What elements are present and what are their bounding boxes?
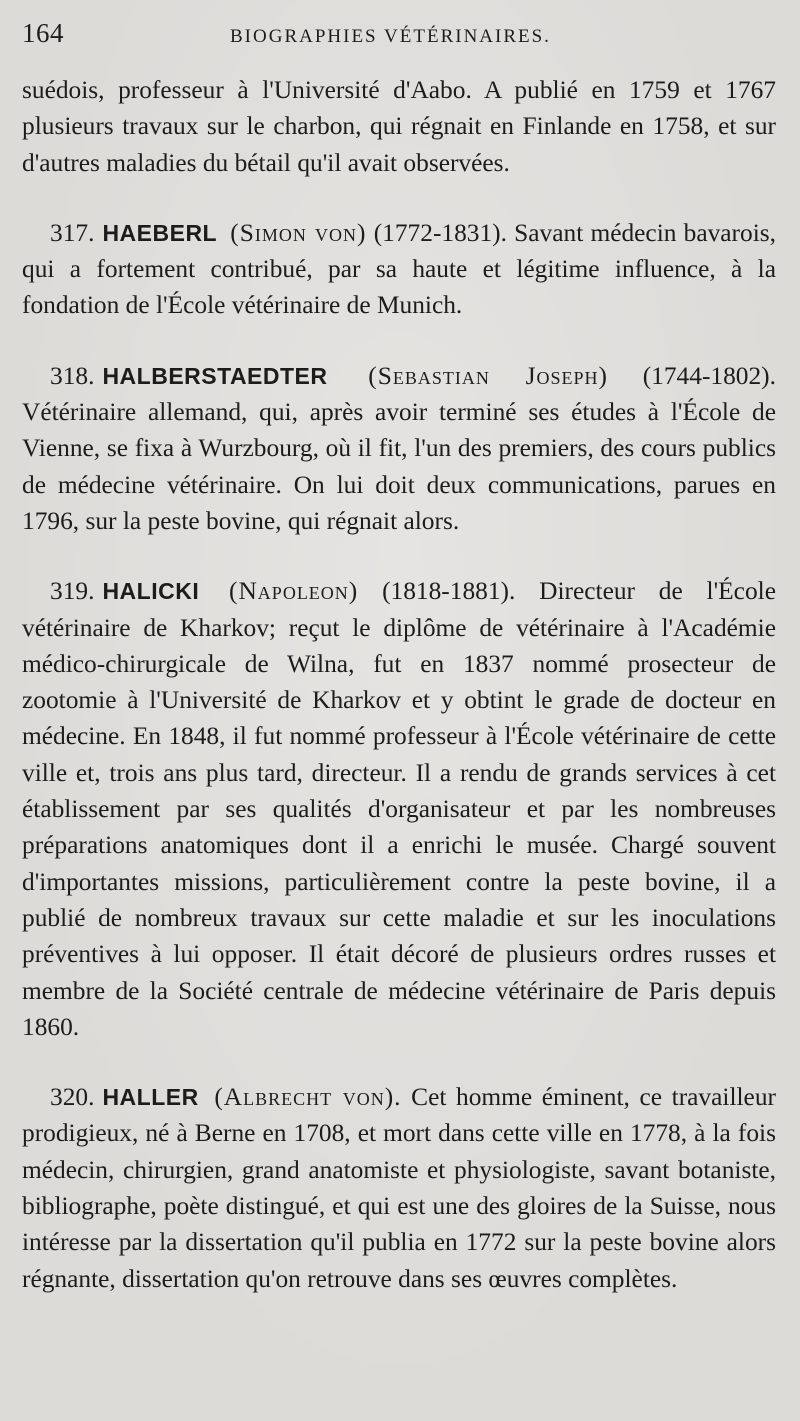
entry-number: 319. [50, 577, 95, 606]
entry-319 [22, 573, 776, 1045]
page-number: 164 [22, 18, 64, 48]
entry-number: 320. [50, 1083, 95, 1112]
entry-body: (1772-1831). Savant médecin bavarois, qui a fortement contribué, par sa haute et légitime influence, à la fondation de l'École vétérinaire de Munich. [22, 218, 776, 320]
running-head: BIOGRAPHIES VÉTÉRINAIRES. [230, 26, 551, 47]
entry-name: HAEBERL [102, 219, 218, 246]
continuation-paragraph: suédois, professeur à l'Université d'Aabo. A publié en 1759 et 1767 plusieurs travaux sur le charbon, qui régnait en Finlande en 1758, et sur d'autres maladies du bétail qu'il avait observées. [22, 76, 776, 177]
entry-name: HALICKI [102, 578, 200, 605]
entry-given-name: (Napoleon) [229, 577, 359, 606]
entry-given-name: (Albrecht von). [214, 1083, 402, 1112]
entry-given-name: (Simon von) [230, 218, 367, 247]
page-header [22, 18, 776, 64]
entry-number: 318. [50, 361, 95, 390]
entry-body: (1818-1881). Directeur de l'École vétérinaire de Kharkov; reçut le diplôme de vétérinaire à l'Académie médico-chirurgicale de Wilna, fut en 1837 nommé prosecteur de zootomie à l'Université de Kharkov et y obtint le grade de docteur en médecine. En 1848, il fut nommé professeur à l'École vétérinaire de cette ville et, trois ans plus tard, directeur. Il a rendu de grands services à cet établissement par ses qualités d'organisateur et par les nombreuses préparations anatomiques dont il a enrichi le musée. Chargé souvent d'importantes missions, particulièrement contre la peste bovine, il a publié de nombreux travaux sur cette maladie et sur les inoculations préventives à lui opposer. Il était décoré de plusieurs ordres russes et membre de la Société centrale de médecine vétérinaire de Paris depuis 1860. [22, 577, 776, 1041]
entry-number: 317. [50, 218, 95, 247]
entry-body: Cet homme éminent, ce travailleur prodigieux, né à Berne en 1708, et mort dans cette ville en 1778, à la fois médecin, chirurgien, grand anatomiste et physiologiste, savant botaniste, bibliographe, poète distingué, et qui est une des gloires de la Suisse, nous intéresse par la dissertation qu'il publia en 1772 sur la peste bovine alors régnante, dissertation qu'on retrouve dans ses œuvres complètes. [22, 1083, 776, 1293]
entry-317 [22, 215, 776, 324]
entry-given-name: (Sebastian Joseph) [368, 361, 608, 390]
page-text [22, 72, 776, 1297]
entry-body: (1744-1802). Vétérinaire allemand, qui, après avoir terminé ses études à l'École de Vienne, se fixa à Wurzbourg, où il fit, l'un des premiers, des cours publics de médecine vétérinaire. On lui doit deux communications, parues en 1796, sur la peste bovine, qui régnait alors. [22, 361, 776, 535]
entry-name: HALBERSTAEDTER [102, 362, 328, 389]
entry-320 [22, 1079, 776, 1297]
entry-name: HALLER [102, 1084, 199, 1111]
entry-318 [22, 358, 776, 539]
